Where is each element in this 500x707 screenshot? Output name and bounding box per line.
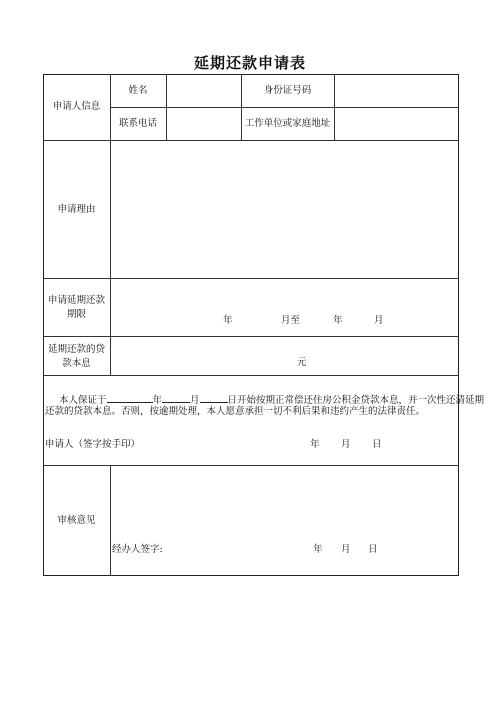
name-field[interactable] [166,74,241,107]
review-date-month: 月 [341,544,351,555]
id-number-field[interactable] [334,74,459,107]
divider [43,375,459,376]
applicant-date-year: 年 [310,439,320,450]
applicant-info-label: 申请人信息 [52,101,101,112]
phone-field[interactable] [166,107,241,140]
period-month-to: 月至 [281,315,301,326]
divider [43,278,459,279]
period-month-end: 月 [374,315,384,326]
address-label: 工作单位或家庭地址 [244,118,331,129]
applicant-date-month: 月 [341,439,351,450]
id-number-label: 身份证号码 [263,85,312,96]
period-year-end: 年 [333,315,343,326]
officer-signature-label: 经办人签字: [112,544,163,555]
divider [43,336,459,337]
period-year-start: 年 [223,315,233,326]
day-blank[interactable] [200,392,228,403]
year-blank[interactable] [107,392,153,403]
reason-label: 申请理由 [57,204,96,215]
extension-period-label: 申请延期还款期限 [47,295,105,320]
principal-unit: 元 [297,357,307,368]
month-blank[interactable] [162,392,190,403]
name-label: 姓名 [128,85,148,96]
reason-field[interactable] [110,140,459,278]
review-date-day: 日 [368,544,378,555]
guarantee-month: 月 [190,395,200,406]
review-label: 审核意见 [57,515,96,526]
review-field[interactable] [110,465,459,540]
guarantee-year: 年 [152,395,163,406]
guarantee-line-2: 还款的贷款本息。否则，按逾期处理，本人愿意承担一切不利后果和违约产生的法律责任。 [45,406,426,417]
guarantee-prefix: 本人保证于 [59,395,107,406]
principal-label: 延期还款的贷款本息 [47,344,105,369]
applicant-date-day: 日 [372,439,382,450]
guarantee-line1-rest: 日开始按期正常偿还住房公积金贷款本息，并一次性还清延期 [227,395,485,406]
form-title: 延期还款申请表 [193,54,306,72]
review-date-year: 年 [313,544,323,555]
address-field[interactable] [334,107,459,140]
phone-label: 联系电话 [118,118,157,129]
applicant-signature-label: 申请人（签字按手印） [45,439,141,450]
